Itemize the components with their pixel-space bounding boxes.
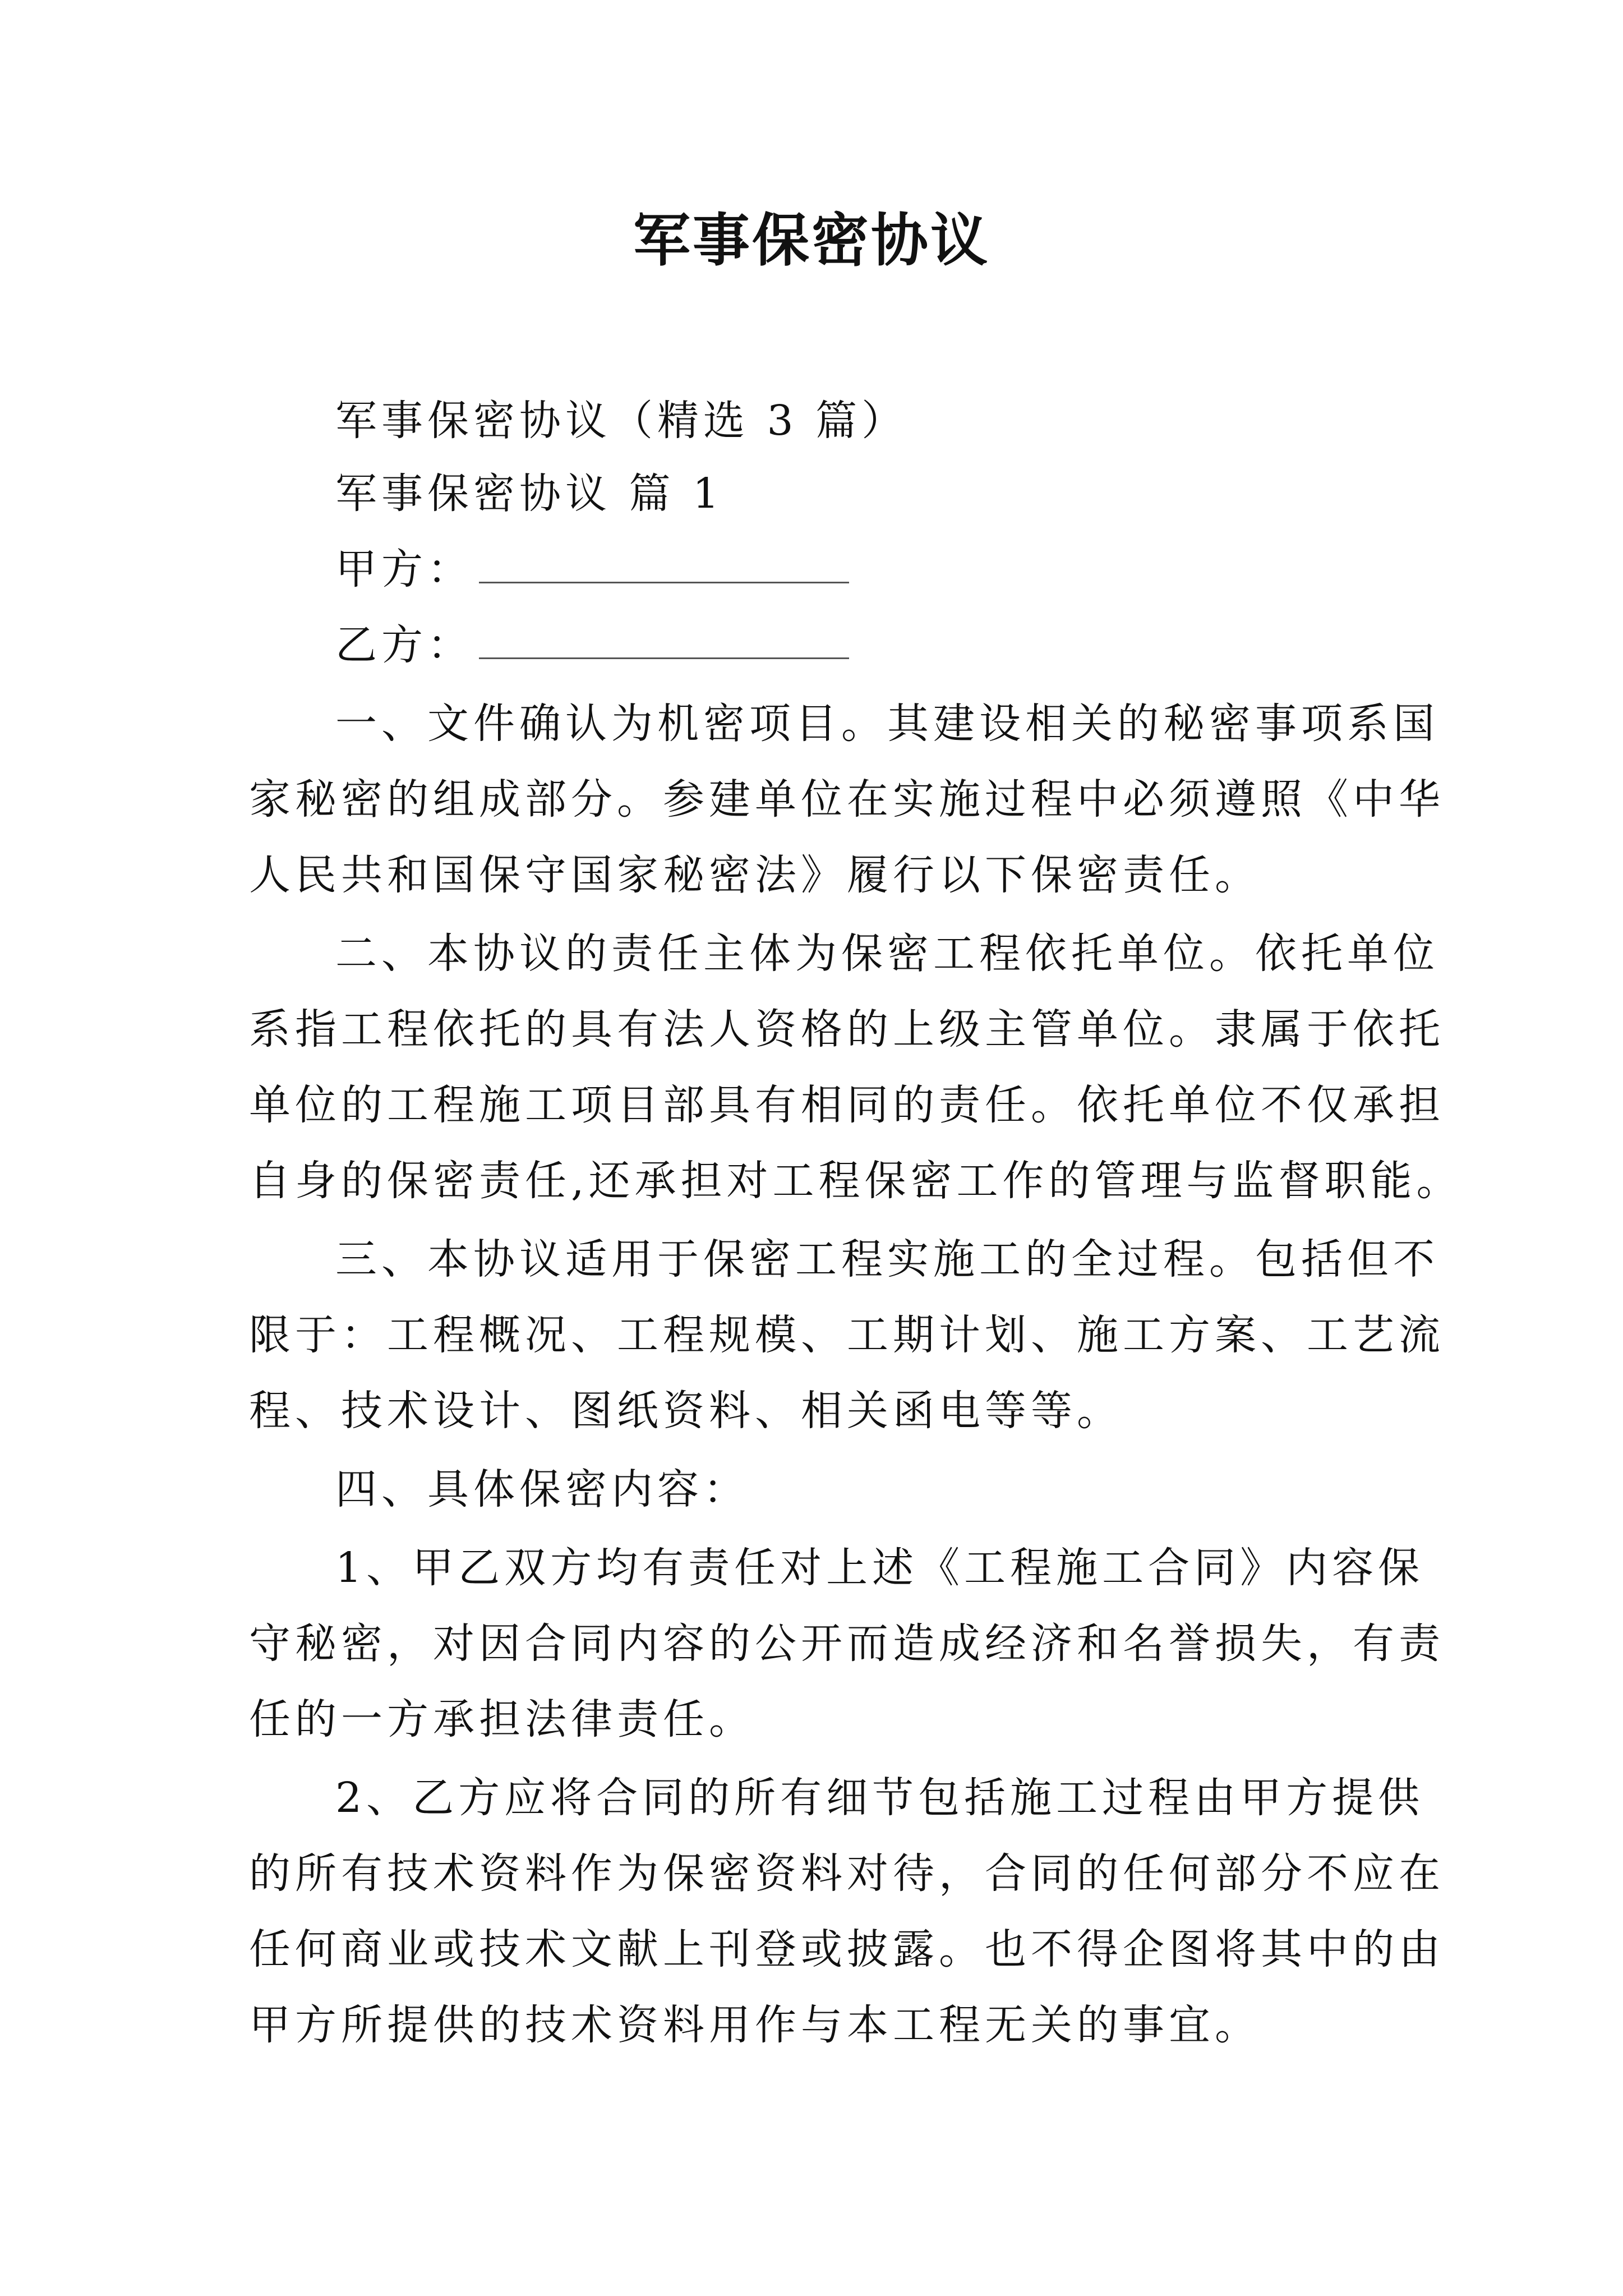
party-a-line: [335, 541, 849, 597]
party-b-line: [335, 617, 849, 673]
paragraph-6-line-1: 2、乙方应将合同的所有细节包括施工过程由甲方提供: [335, 1774, 1424, 1822]
paragraph-3-line-2: 限于：工程概况、工程规模、工期计划、施工方案、工艺流: [249, 1311, 1445, 1359]
party-a-label: 甲方：: [335, 545, 473, 593]
paragraph-5-line-3: 任的一方承担法律责任。: [249, 1695, 755, 1743]
party-b-blank: [479, 655, 849, 659]
paragraph-4-line-1: 四、具体保密内容：: [335, 1465, 749, 1513]
paragraph-3-line-1: 三、本协议适用于保密工程实施工的全过程。包括但不: [335, 1235, 1439, 1283]
document-title: 军事保密协议: [633, 208, 990, 274]
party-b-label: 乙方：: [335, 621, 473, 669]
paragraph-2-line-2: 系指工程依托的具有法人资格的上级主管单位。隶属于依托: [249, 1005, 1445, 1053]
paragraph-6-line-2: 的所有技术资料作为保密资料对待，合同的任何部分不应在: [249, 1849, 1445, 1898]
paragraph-6-line-4: 甲方所提供的技术资料用作与本工程无关的事宜。: [249, 2001, 1261, 2049]
party-a-blank: [479, 579, 849, 583]
paragraph-2-line-4: 自身的保密责任,还承担对工程保密工作的管理与监督职能。: [249, 1157, 1463, 1205]
paragraph-6-line-3: 任何商业或技术文献上刊登或披露。也不得企图将其中的由: [249, 1925, 1445, 1973]
paragraph-2-line-1: 二、本协议的责任主体为保密工程依托单位。依托单位: [335, 930, 1439, 978]
paragraph-5-line-2: 守秘密，对因合同内容的公开而造成经济和名誉损失，有责: [249, 1619, 1445, 1668]
paragraph-1-line-2: 家秘密的组成部分。参建单位在实施过程中必须遵照《中华: [249, 775, 1445, 823]
paragraph-3-line-3: 程、技术设计、图纸资料、相关函电等等。: [249, 1387, 1123, 1435]
paragraph-1-line-1: 一、文件确认为机密项目。其建设相关的秘密事项系国: [335, 700, 1439, 748]
subtitle: 军事保密协议（精选 3 篇）: [335, 397, 908, 445]
paragraph-2-line-3: 单位的工程施工项目部具有相同的责任。依托单位不仅承担: [249, 1081, 1445, 1129]
section-heading: 军事保密协议 篇 1: [335, 470, 724, 518]
paragraph-5-line-1: 1、甲乙双方均有责任对上述《工程施工合同》内容保: [335, 1544, 1424, 1592]
paragraph-1-line-3: 人民共和国保守国家秘密法》履行以下保密责任。: [249, 851, 1261, 899]
